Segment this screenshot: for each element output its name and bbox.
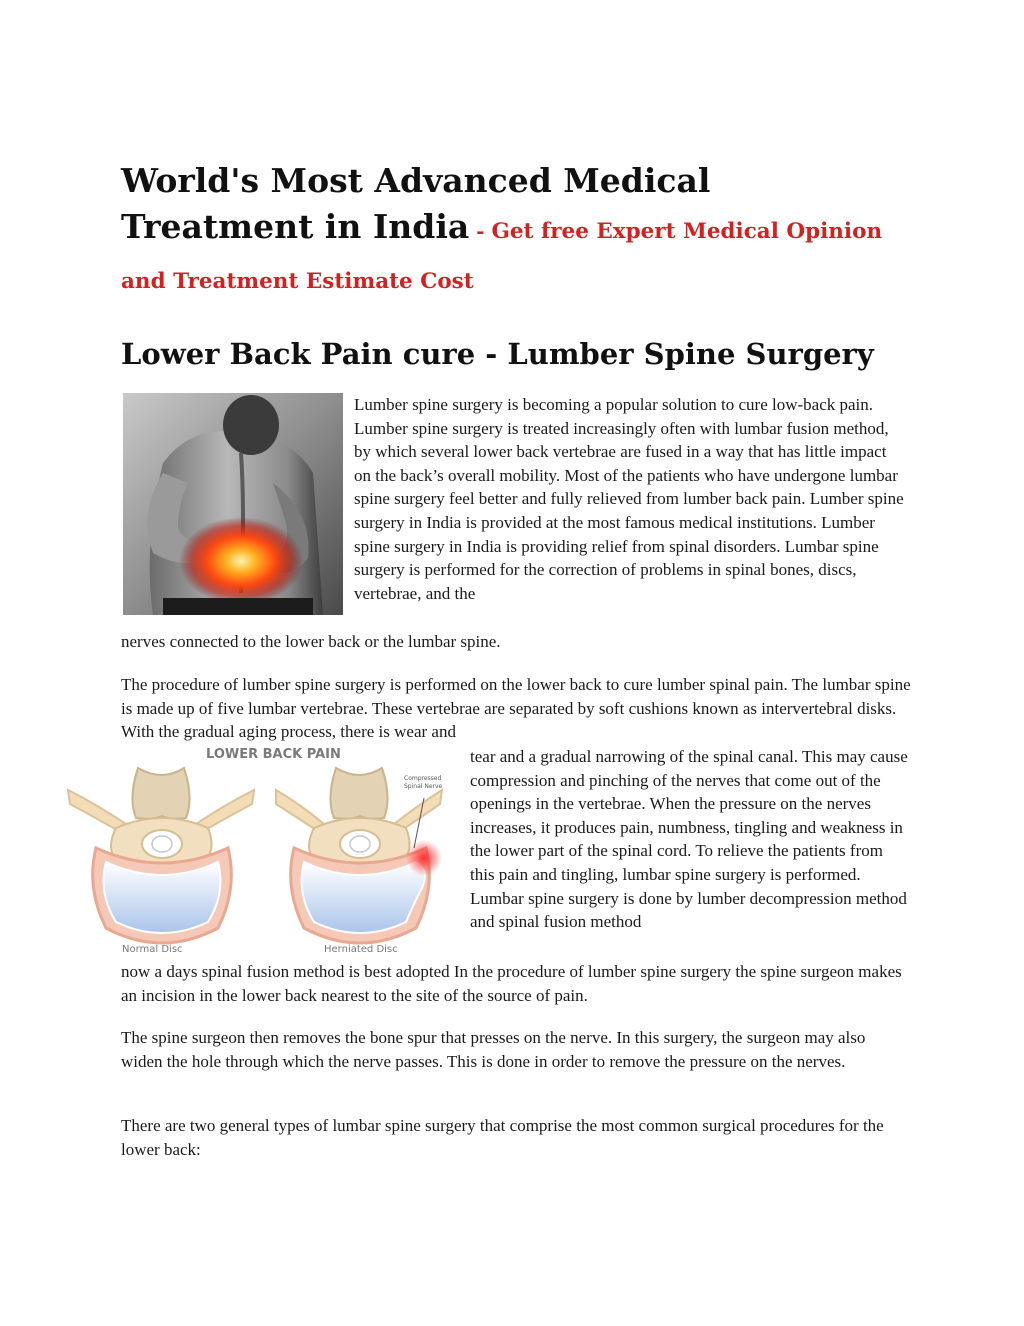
paragraph-1-tail: nerves connected to the lower back or the lumbar spine. bbox=[121, 632, 501, 651]
diagram-title: LOWER BACK PAIN bbox=[206, 747, 341, 762]
paragraph-3: The spine surgeon then removes the bone spur that presses on the nerve. In this surgery, the surgeon may also widen the hole through which the nerve passes. This is done in order to remove the pressure on the nerves. bbox=[121, 1028, 866, 1071]
diagram-callout-line1: Compressed bbox=[404, 775, 442, 782]
title-text: World's Most Advanced Medical Treatment in India bbox=[121, 161, 711, 246]
lower-back-pain-diagram-graphic bbox=[66, 738, 462, 958]
diagram-callout-line2: Spinal Nerve bbox=[404, 783, 443, 790]
section-heading: Lower Back Pain cure - Lumber Spine Surgery bbox=[121, 337, 874, 371]
paragraph-1-wrapped: Lumber spine surgery is becoming a popular solution to cure low-back pain. Lumber spine surgery is treated increasingly often with lumbar fusion method, by which several lower back vertebrae are fused in a way that has little impact on the back’s overall mobility. Most of the patients who have undergone lumbar spine surgery feel better and fully relieved from lumber back pain. Lumber spine surgery in India is provided at the most famous medical institutions. Lumber spine surgery in India is providing relief from spinal disorders. Lumbar spine surgery is performed for the correction of problems in spinal bones, discs, vertebrae, and the bbox=[354, 395, 904, 603]
back-pain-photo-graphic bbox=[123, 393, 343, 615]
paragraph-4: There are two general types of lumbar spine surgery that comprise the most common surgical procedures for the lower back: bbox=[121, 1116, 884, 1159]
diagram-label-herniated: Herniated Disc bbox=[324, 944, 398, 955]
paragraph-2-tail: now a days spinal fusion method is best adopted In the procedure of lumber spine surgery the spine surgeon makes an incision in the lower back nearest to the site of the source of pain. bbox=[121, 962, 902, 1005]
paragraph-2-wrapped: tear and a gradual narrowing of the spinal canal. This may cause compression and pinching of the nerves that come out of the openings in the vertebrae. When the pressure on the nerves increases, it produces pain, numbness, tingling and weakness in the lower part of the spinal cord. To relieve the patients from this pain and tingling, lumbar spine surgery is performed. Lumbar spine surgery is done by lumber decompression method and spinal fusion method bbox=[470, 747, 908, 932]
back-pain-photo bbox=[123, 393, 343, 615]
title-separator: - bbox=[469, 219, 492, 243]
title-subtitle: Get free Expert Medical Opinion and Treatment Estimate Cost bbox=[121, 219, 883, 294]
herniated-vertebra-icon bbox=[276, 768, 442, 943]
diagram-label-normal: Normal Disc bbox=[122, 944, 183, 955]
paragraph-2-head: The procedure of lumber spine surgery is performed on the lower back to cure lumber spinal pain. The lumbar spine is made up of five lumbar vertebrae. These vertebrae are separated by soft cushions known as intervertebral disks. With the gradual aging process, there is wear and bbox=[121, 675, 911, 742]
page-title bbox=[121, 158, 911, 300]
normal-vertebra-icon bbox=[68, 768, 254, 943]
lower-back-pain-diagram bbox=[66, 738, 462, 958]
